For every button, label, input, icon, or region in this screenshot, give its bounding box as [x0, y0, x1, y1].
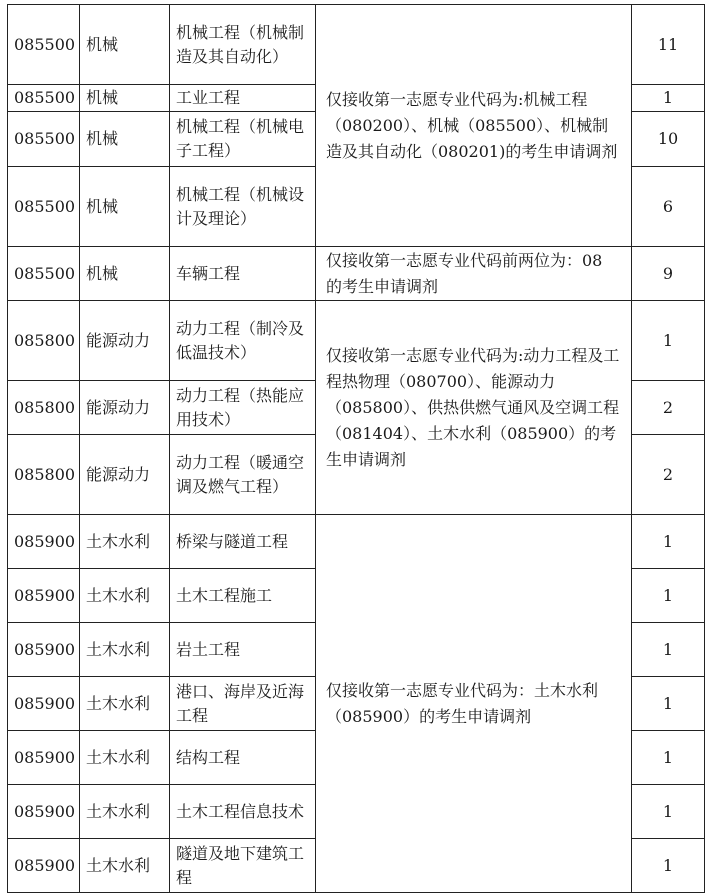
major-name-cell: 能源动力 — [80, 435, 170, 515]
major-name-cell: 土木水利 — [80, 515, 170, 569]
major-name-cell: 机械 — [80, 5, 170, 85]
major-code-cell: 085800 — [8, 301, 80, 381]
table-row — [8, 247, 705, 301]
direction-cell: 土木工程信息技术 — [170, 785, 316, 839]
count-cell: 1 — [632, 515, 705, 569]
major-code-cell: 085500 — [8, 112, 80, 167]
major-name-cell: 土木水利 — [80, 569, 170, 623]
direction-cell: 隧道及地下建筑工程 — [170, 839, 316, 893]
count-cell: 1 — [632, 301, 705, 381]
major-code-cell: 085500 — [8, 167, 80, 247]
major-code-cell: 085500 — [8, 85, 80, 112]
major-code-cell: 085500 — [8, 247, 80, 301]
major-code-cell: 085900 — [8, 515, 80, 569]
table-row — [8, 301, 705, 381]
major-name-cell: 机械 — [80, 167, 170, 247]
count-cell: 11 — [632, 5, 705, 85]
count-cell: 9 — [632, 247, 705, 301]
major-name-cell: 土木水利 — [80, 731, 170, 785]
major-name-cell: 机械 — [80, 247, 170, 301]
count-cell: 1 — [632, 623, 705, 677]
direction-cell: 土木工程施工 — [170, 569, 316, 623]
major-code-cell: 085900 — [8, 839, 80, 893]
direction-cell: 工业工程 — [170, 85, 316, 112]
count-cell: 1 — [632, 839, 705, 893]
direction-cell: 机械工程（机械制造及其自动化） — [170, 5, 316, 85]
table-row — [8, 515, 705, 569]
major-code-cell: 085800 — [8, 435, 80, 515]
direction-cell: 车辆工程 — [170, 247, 316, 301]
adjustment-table — [7, 4, 705, 893]
major-code-cell: 085900 — [8, 677, 80, 731]
major-name-cell: 土木水利 — [80, 839, 170, 893]
requirement-note-cell: 仅接收第一志愿专业代码为：土木水利（085900）的考生申请调剂 — [316, 515, 632, 893]
major-name-cell: 机械 — [80, 112, 170, 167]
direction-cell: 动力工程（暖通空调及燃气工程） — [170, 435, 316, 515]
major-name-cell: 土木水利 — [80, 623, 170, 677]
count-cell: 1 — [632, 677, 705, 731]
direction-cell: 动力工程（热能应用技术） — [170, 381, 316, 435]
major-name-cell: 能源动力 — [80, 381, 170, 435]
major-code-cell: 085500 — [8, 5, 80, 85]
count-cell: 1 — [632, 785, 705, 839]
major-code-cell: 085800 — [8, 381, 80, 435]
major-code-cell: 085900 — [8, 731, 80, 785]
count-cell: 10 — [632, 112, 705, 167]
direction-cell: 桥梁与隧道工程 — [170, 515, 316, 569]
direction-cell: 岩土工程 — [170, 623, 316, 677]
count-cell: 1 — [632, 569, 705, 623]
requirement-note-cell: 仅接收第一志愿专业代码为:机械工程（080200）、机械（085500）、机械制造及其自动化（080201)的考生申请调剂 — [316, 5, 632, 247]
major-name-cell: 能源动力 — [80, 301, 170, 381]
major-code-cell: 085900 — [8, 569, 80, 623]
major-name-cell: 土木水利 — [80, 677, 170, 731]
direction-cell: 结构工程 — [170, 731, 316, 785]
major-code-cell: 085900 — [8, 785, 80, 839]
direction-cell: 动力工程（制冷及低温技术） — [170, 301, 316, 381]
count-cell: 2 — [632, 435, 705, 515]
count-cell: 2 — [632, 381, 705, 435]
direction-cell: 机械工程（机械电子工程） — [170, 112, 316, 167]
count-cell: 6 — [632, 167, 705, 247]
count-cell: 1 — [632, 731, 705, 785]
major-code-cell: 085900 — [8, 623, 80, 677]
major-name-cell: 土木水利 — [80, 785, 170, 839]
direction-cell: 港口、海岸及近海工程 — [170, 677, 316, 731]
requirement-note-cell: 仅接收第一志愿专业代码前两位为：08 的考生申请调剂 — [316, 247, 632, 301]
direction-cell: 机械工程（机械设计及理论） — [170, 167, 316, 247]
count-cell: 1 — [632, 85, 705, 112]
requirement-note-cell: 仅接收第一志愿专业代码为:动力工程及工程热物理（080700）、能源动力（085800）、供热供燃气通风及空调工程（081404）、土木水利（085900）的考生申请调剂 — [316, 301, 632, 515]
major-name-cell: 机械 — [80, 85, 170, 112]
table-row — [8, 5, 705, 85]
